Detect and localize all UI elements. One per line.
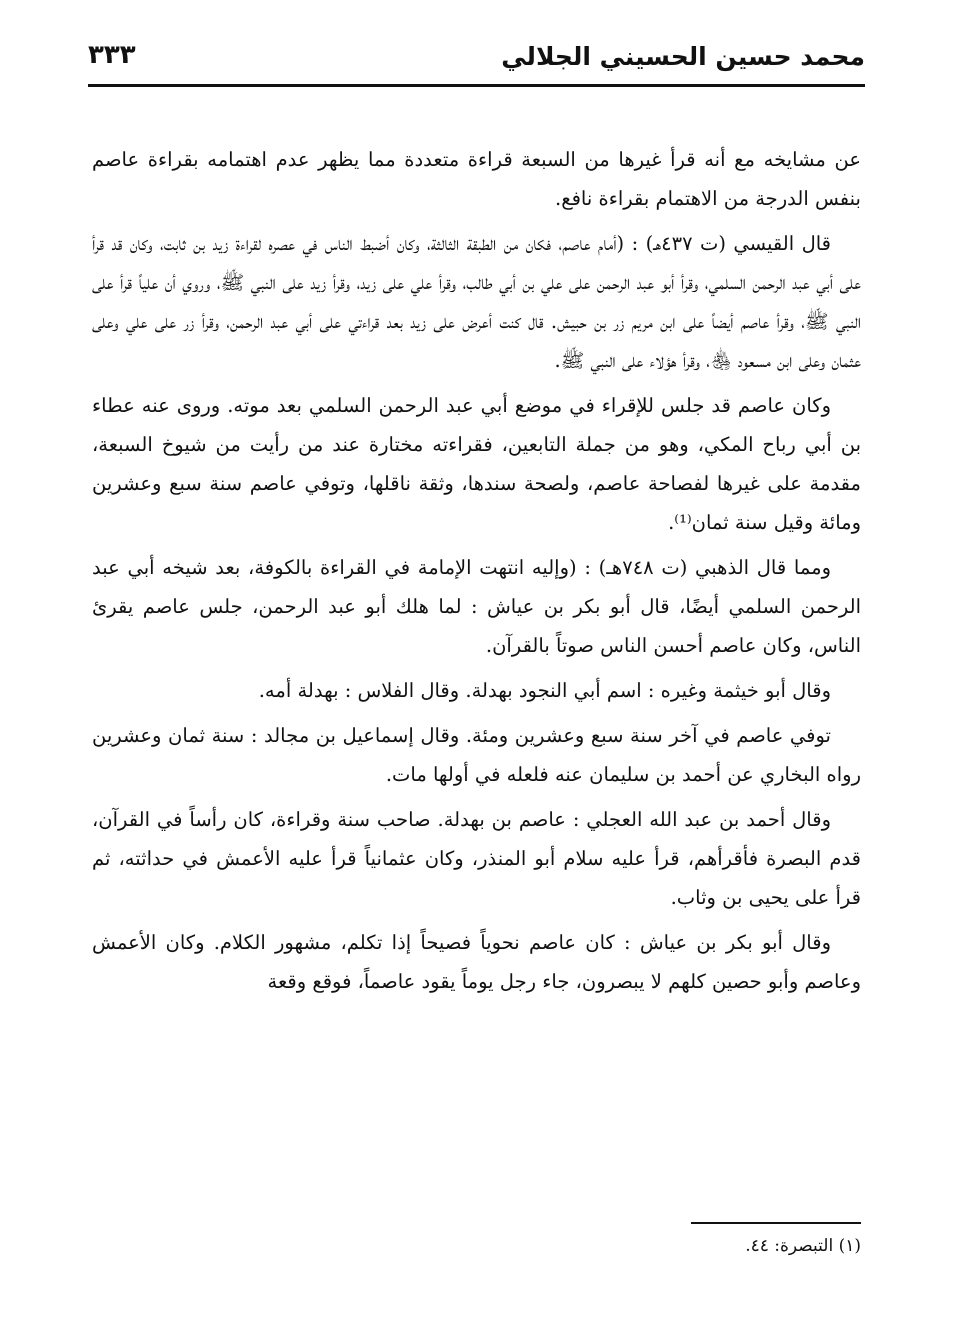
paragraph-5: وقال أبو خيثمة وغيره : اسم أبي النجود بهدلة. وقال الفلاس : بهدلة أمه. xyxy=(258,679,831,702)
paragraph-7: وقال أحمد بن عبد الله العجلي : عاصم بن بهدلة. صاحب سنة وقراءة، كان رأساً في القرآن، قدم البصرة فأقرأهم، قرأ عليه سلام أبو المنذر، وكان عثمانياً قرأ عليه الأعمش في حداثته، ثم قرأ على يحيى بن وثاب. xyxy=(92,808,861,909)
running-header-author: محمد حسين الحسيني الجلالي xyxy=(501,42,865,71)
paragraph-1: عن مشايخه مع أنه قرأ غيرها من السبعة قراءة متعددة مما يظهر عدم اهتمامه بقراءة عاصم بنفس الدرجة من الاهتمام بقراءة نافع. xyxy=(92,148,861,210)
paragraph-4: ومما قال الذهبي (ت ٧٤٨هـ) : (وإليه انتهت الإمامة في القراءة بالكوفة، بعد شيخه أبي عبد الرحمن السلمي أيضًا، قال أبو بكر بن عياش : لما هلك أبو عبد الرحمن، جلس عاصم يقرئ الناس، وكان عاصم أحسن الناس صوتاً بالقرآن. xyxy=(92,556,861,657)
footnote: (١) التبصرة: ٤٤. xyxy=(745,1236,861,1256)
footnote-separator xyxy=(691,1222,861,1224)
paragraph-8: وقال أبو بكر بن عياش : كان عاصم نحوياً فصيحاً إذا تكلم، مشهور الكلام. وكان الأعمش وعاصم وأبو حصين كلهم لا يبصرون، جاء رجل يوماً يقود عاصماً، فوقع وقعة xyxy=(92,931,861,993)
paragraph-6: توفي عاصم في آخر سنة سبع وعشرين ومئة. وقال إسماعيل بن مجالد : سنة ثمان وعشرين رواه البخاري عن أحمد بن سليمان عنه فلعله في أولها مات. xyxy=(92,724,861,786)
paragraph-3: وكان عاصم قد جلس للإقراء في موضع أبي عبد الرحمن السلمي بعد موته. وروى عنه عطاء بن أبي رباح المكي، وهو من جملة التابعين، فقراءته مختارة عند من رأيت من شيوخ السبعة، مقدمة على غيرها لفصاحة عاصم، ولصحة سندها، وثقة ناقلها، وتوفي عاصم سنة سبع وعشرين ومائة وقيل سنة ثمان⁽¹⁾. xyxy=(92,394,861,534)
page-number: ٣٣٣ xyxy=(88,40,136,70)
paragraph-2: قال القيسي (ت ٤٣٧هـ) : (أمام عاصم، فكان من الطبقة الثالثة، وكان أضبط الناس في عصره لقراءة زيد بن ثابت، وكان قد قرأ على أبي عبد الرحمن السلمي، وقرأ أبو عبد الرحمن على علي بن أبي طالب، وقرأ علي على زيد، وقرأ زيد على النبي ﷺ، وروي أن علياً قرأ على النبي ﷺ، وقرأ عاصم أيضاً على ابن مريم زر بن حبيش. قال كنت أعرض على زيد بعد قراءتي على أبي عبد الرحمن، وقرأ زر على علي وعلى عثمان وعلى ابن مسعود ﵃، وقرأ هؤلاء على النبي ﷺ. xyxy=(92,232,861,372)
main-text xyxy=(92,140,861,1007)
running-header xyxy=(88,34,865,87)
